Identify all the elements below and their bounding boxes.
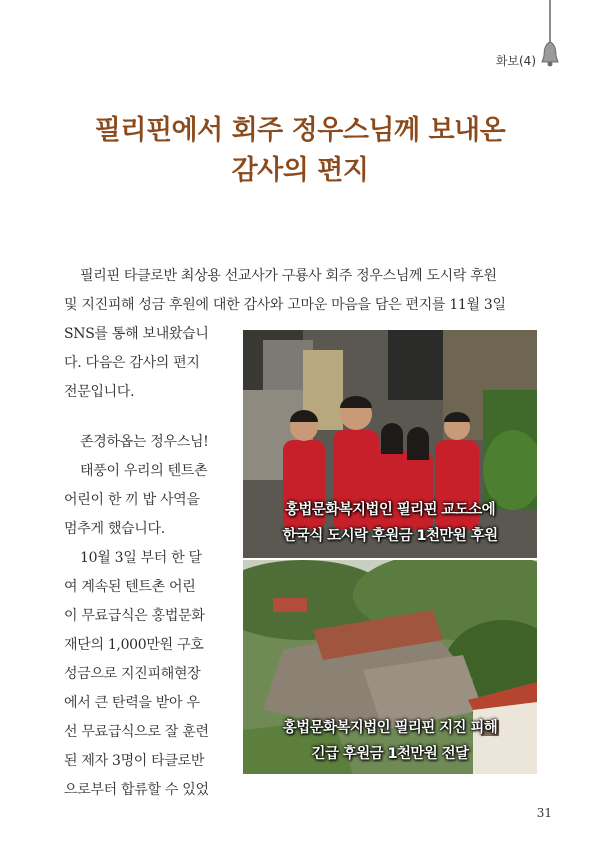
photo2-caption-line-1: 홍법문화복지법인 필리핀 지진 피해 <box>282 720 498 736</box>
page-title-line-2: 감사의 편지 <box>231 155 369 186</box>
letter-line: 선 무료급식으로 잘 훈련 <box>64 724 209 740</box>
letter-line: 멈추게 했습니다. <box>64 521 165 537</box>
group-photo <box>243 330 537 558</box>
section-label: 화보(4) <box>495 54 536 68</box>
letter-line: 어린이 한 끼 밥 사역을 <box>64 492 200 508</box>
earthquake-photo <box>243 560 537 774</box>
photo1-caption-line-2: 한국식 도시락 후원금 1천만원 후원 <box>282 528 498 544</box>
letter-line: 된 제자 3명이 타클로반 <box>64 753 205 769</box>
photo2-caption-line-2: 긴급 후원금 1천만원 전달 <box>311 746 469 762</box>
intro-line: 전문입니다. <box>64 384 135 400</box>
letter-line: 이 무료급식은 홍법문화 <box>64 608 205 624</box>
bell-icon <box>540 40 560 68</box>
intro-line: 다. 다음은 감사의 편지 <box>64 355 200 371</box>
page-title-line-1: 필리핀에서 회주 정우스님께 보내온 <box>94 115 506 146</box>
letter-line: 존경하옵는 정우스님! <box>80 434 209 450</box>
letter-line: 으로부터 합류할 수 있었 <box>64 782 209 798</box>
intro-line: 및 지진피해 성금 후원에 대한 감사와 고마운 마음을 담은 편지를 11월 3일 <box>64 297 506 313</box>
photo1-caption-line-1: 홍법문화복지법인 필리핀 교도소에 <box>284 502 495 518</box>
letter-line: 태풍이 우리의 텐트촌 <box>80 463 208 479</box>
bell-string <box>549 0 551 44</box>
intro-line: 필리핀 타클로반 최상용 선교사가 구룡사 회주 정우스님께 도시락 후원 <box>80 268 497 284</box>
intro-line: SNS를 통해 보내왔습니 <box>64 326 209 342</box>
letter-line: 여 계속된 텐트촌 어린 <box>64 579 196 595</box>
letter-line: 에서 큰 탄력을 받아 우 <box>64 695 200 711</box>
letter-line: 재단의 1,000만원 구호 <box>64 637 204 653</box>
letter-line: 10월 3일 부터 한 달 <box>80 550 202 566</box>
letter-line: 성금으로 지진피해현장 <box>64 666 201 682</box>
page-number: 31 <box>536 806 552 820</box>
